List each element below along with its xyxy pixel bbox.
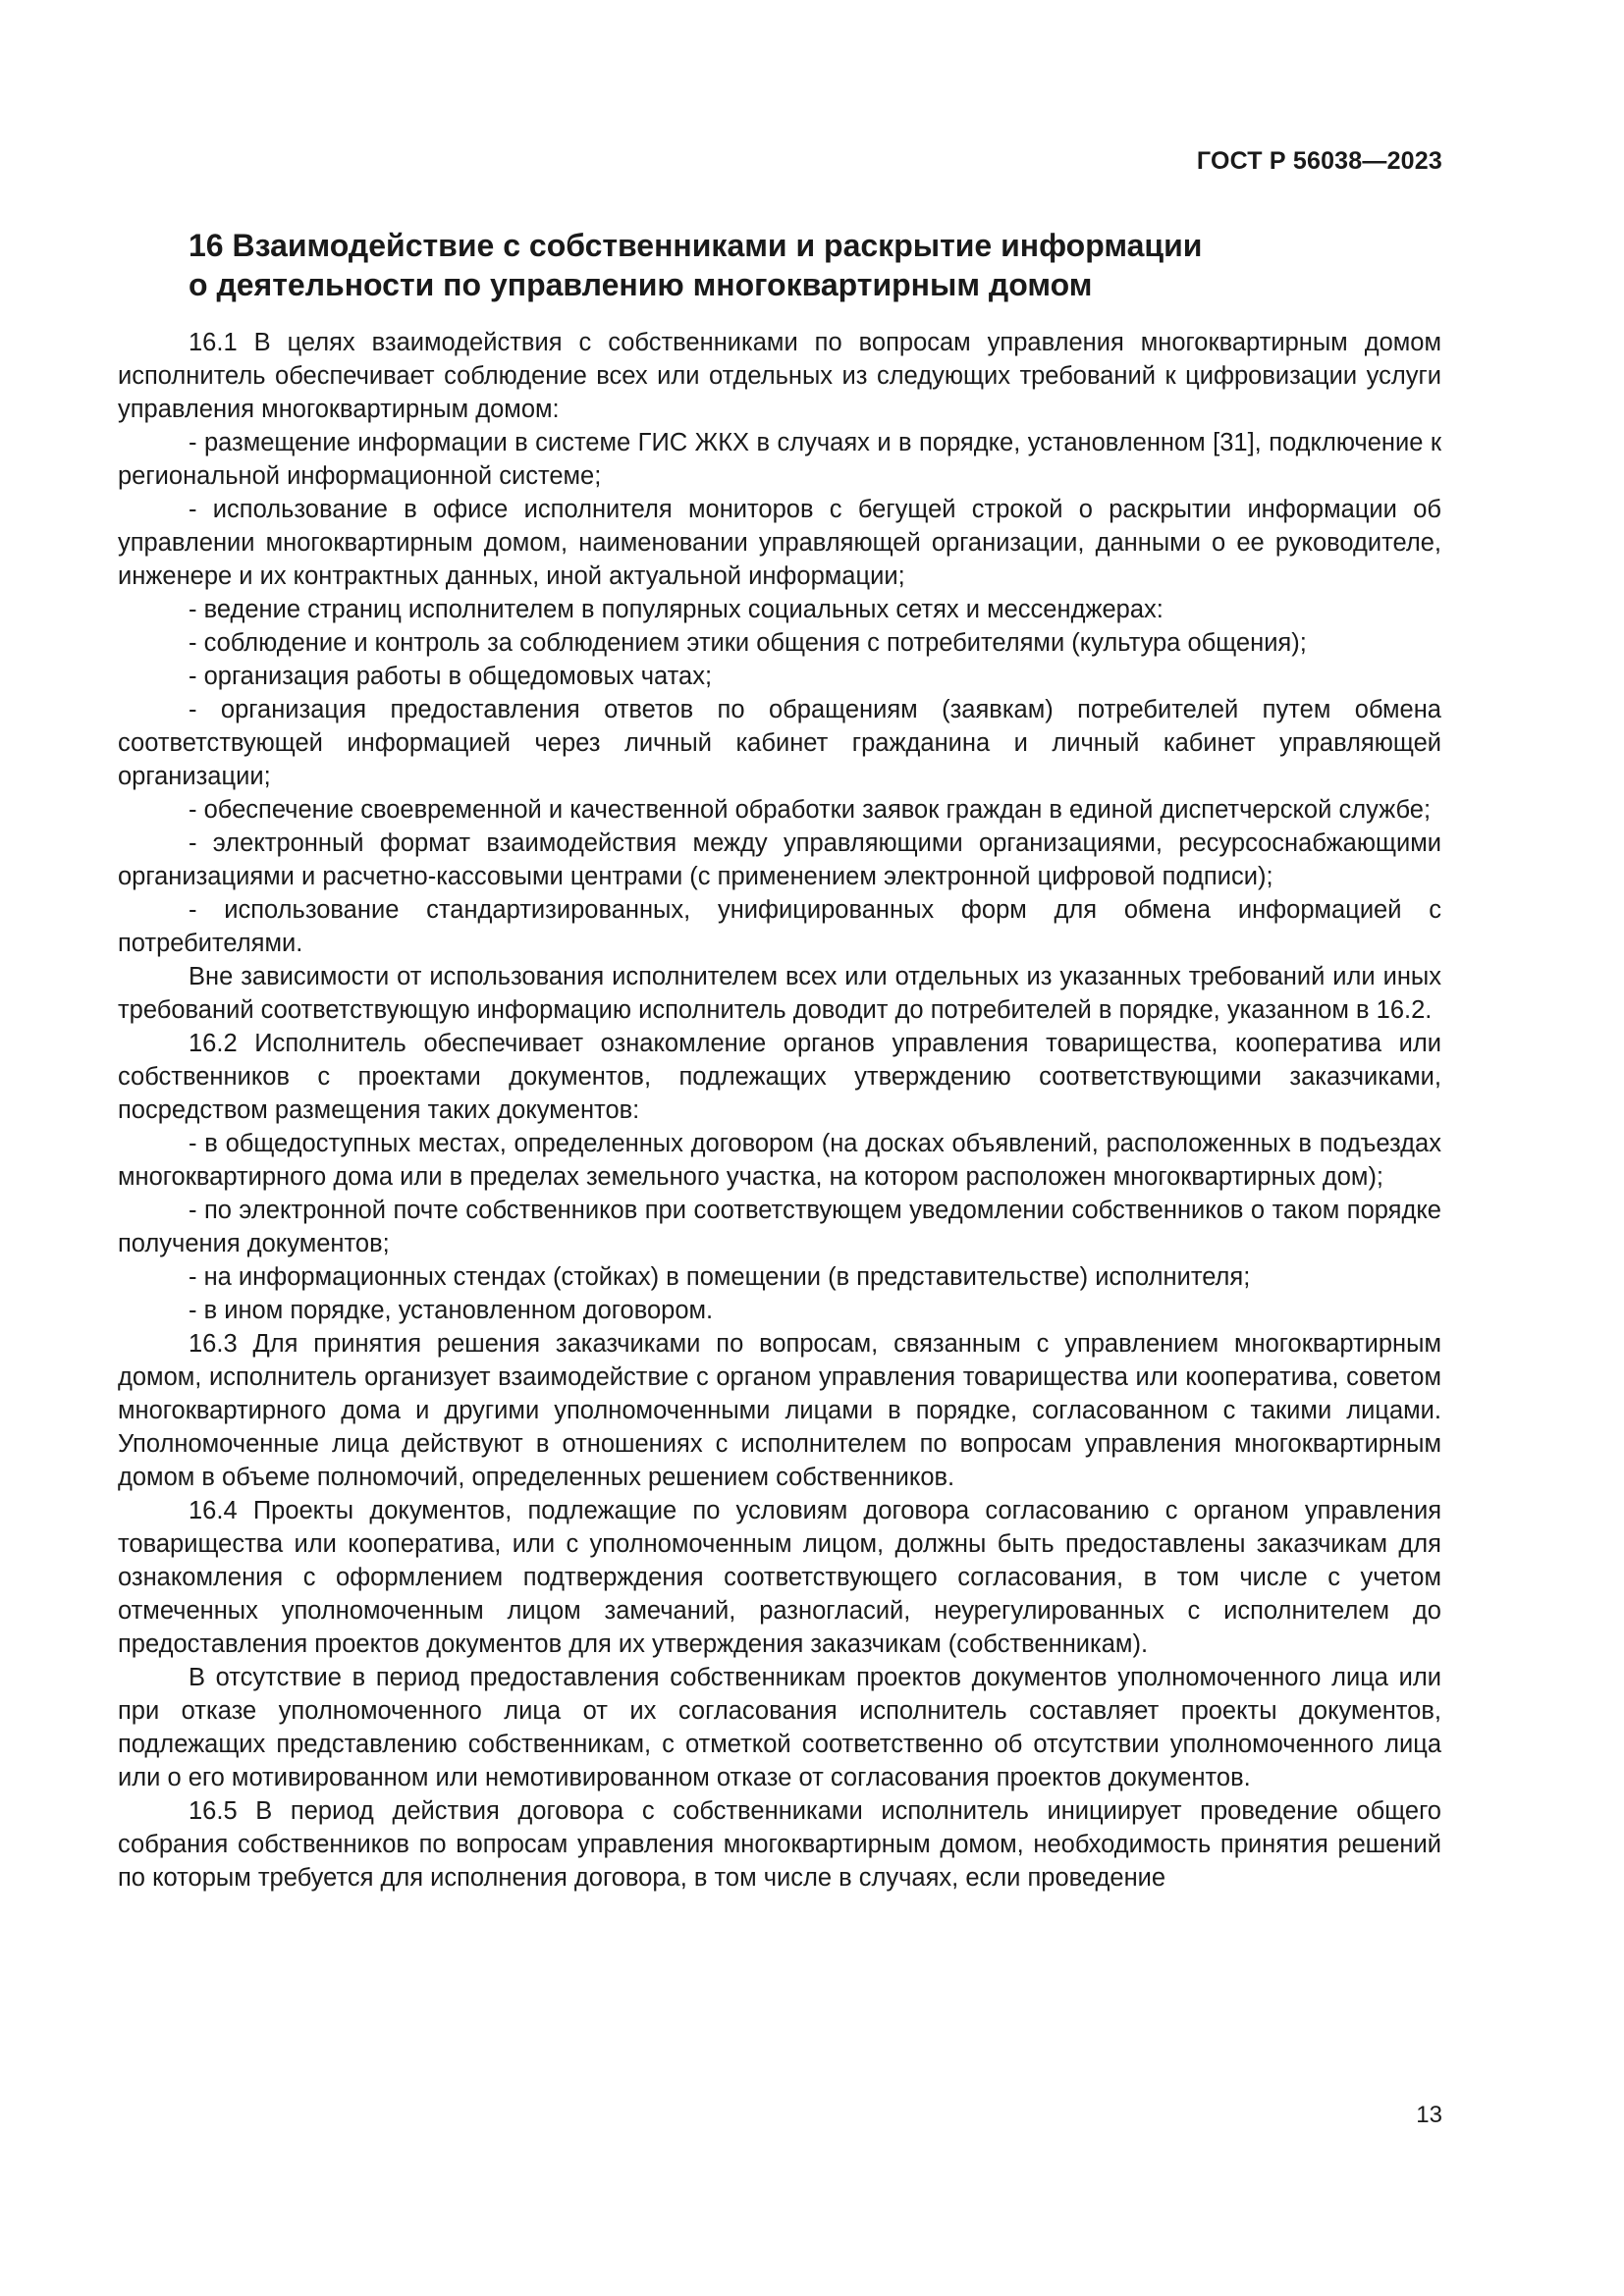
paragraph-regardless: Вне зависимости от использования исполнителем всех или отдельных из указанных требований или иных требований соответствующую информацию исполнитель доводит до потребителей в порядке, указанном в 16.2. <box>118 963 1441 1024</box>
list-item: - размещение информации в системе ГИС ЖКХ в случаях и в порядке, установленном [31], подключение к региональной информационной системе; <box>118 429 1441 490</box>
list-item: - в ином порядке, установленном договором. <box>189 1297 714 1324</box>
list-item: - организация предоставления ответов по обращениям (заявкам) потребителей путем обмена соответствующей информацией через личный кабинет гражданина и личный кабинет управляющей организации; <box>118 696 1441 790</box>
paragraph-16-2: 16.2 Исполнитель обеспечивает ознакомление органов управления товарищества, кооператива или собственников с проектами документов, подлежащих утверждению соответствующими заказчиками, посредством размещения таких документов: <box>118 1030 1441 1124</box>
list-item: - соблюдение и контроль за соблюдением этики общения с потребителями (культура общения); <box>189 629 1307 657</box>
list-item: - использование стандартизированных, унифицированных форм для обмена информацией с потребителями. <box>118 896 1441 957</box>
paragraph-16-3: 16.3 Для принятия решения заказчиками по вопросам, связанным с управлением многоквартирным домом, исполнитель организует взаимодействие с органом управления товарищества или кооператива, советом многоквартирного дома и другими уполномоченными лицами в порядке, согласованном с такими лицами. Уполномоченные лица действуют в отношениях с исполнителем по вопросам управления многоквартирным домом в объеме полномочий, определенных решением собственников. <box>118 1330 1441 1491</box>
list-item: - использование в офисе исполнителя мониторов с бегущей строкой о раскрытии информации об управлении многоквартирным домом, наименовании управляющей организации, данными о ее руководителе, инженере и их контрактных данных, иной актуальной информации; <box>118 496 1441 590</box>
paragraph-16-5: 16.5 В период действия договора с собственниками исполнитель инициирует проведение общего собрания собственников по вопросам управления многоквартирным домом, необходимость принятия решений по которым требуется для исполнения договора, в том числе в случаях, если проведение <box>118 1797 1441 1892</box>
list-item: - организация работы в общедомовых чатах; <box>189 663 713 690</box>
document-code-header: ГОСТ Р 56038—2023 <box>1196 147 1442 175</box>
page-number: 13 <box>1416 2102 1442 2128</box>
paragraph-16-4: 16.4 Проекты документов, подлежащие по условиям договора согласованию с органом управления товарищества или кооператива, или с уполномоченным лицом, должны быть предоставлены заказчикам для ознакомления с оформлением подтверждения соответствующего согласования, в том числе с учетом отмеченных уполномоченным лицом замечаний, разногласий, неурегулированных с исполнителем до предоставления проектов документов для их утверждения заказчикам (собственникам). <box>118 1497 1441 1658</box>
section-title <box>189 226 1441 304</box>
list-item: - ведение страниц исполнителем в популярных социальных сетях и мессенджерах: <box>189 596 1164 623</box>
paragraph-absence: В отсутствие в период предоставления собственникам проектов документов уполномоченного лица или при отказе уполномоченного лица от их согласования исполнитель составляет проекты документов, подлежащих представлению собственникам, с отметкой соответственно об отсутствии уполномоченного лица или о его мотивированном или немотивированном отказе от согласования проектов документов. <box>118 1664 1441 1791</box>
paragraph-16-1: 16.1 В целях взаимодействия с собственниками по вопросам управления многоквартирным домом исполнитель обеспечивает соблюдение всех или отдельных из следующих требований к цифровизации услуги управления многоквартирным домом: <box>118 329 1441 423</box>
list-item: - по электронной почте собственников при соответствующем уведомлении собственников о таком порядке получения документов; <box>118 1197 1441 1257</box>
section-title-line-1: 16 Взаимодействие с собственниками и раскрытие информации <box>189 228 1203 263</box>
section-title-line-2: о деятельности по управлению многоквартирным домом <box>189 267 1093 302</box>
list-item: - в общедоступных местах, определенных договором (на досках объявлений, расположенных в подъездах многоквартирного дома или в пределах земельного участка, на котором расположен многоквартирных дом); <box>118 1130 1441 1191</box>
list-item: - обеспечение своевременной и качественной обработки заявок граждан в единой диспетчерской службе; <box>189 796 1432 824</box>
list-item: - на информационных стендах (стойках) в помещении (в представительстве) исполнителя; <box>189 1263 1251 1291</box>
list-item: - электронный формат взаимодействия между управляющими организациями, ресурсоснабжающими организациями и расчетно-кассовыми центрами (с применением электронной цифровой подписи); <box>118 829 1441 890</box>
page-content <box>118 226 1441 1895</box>
